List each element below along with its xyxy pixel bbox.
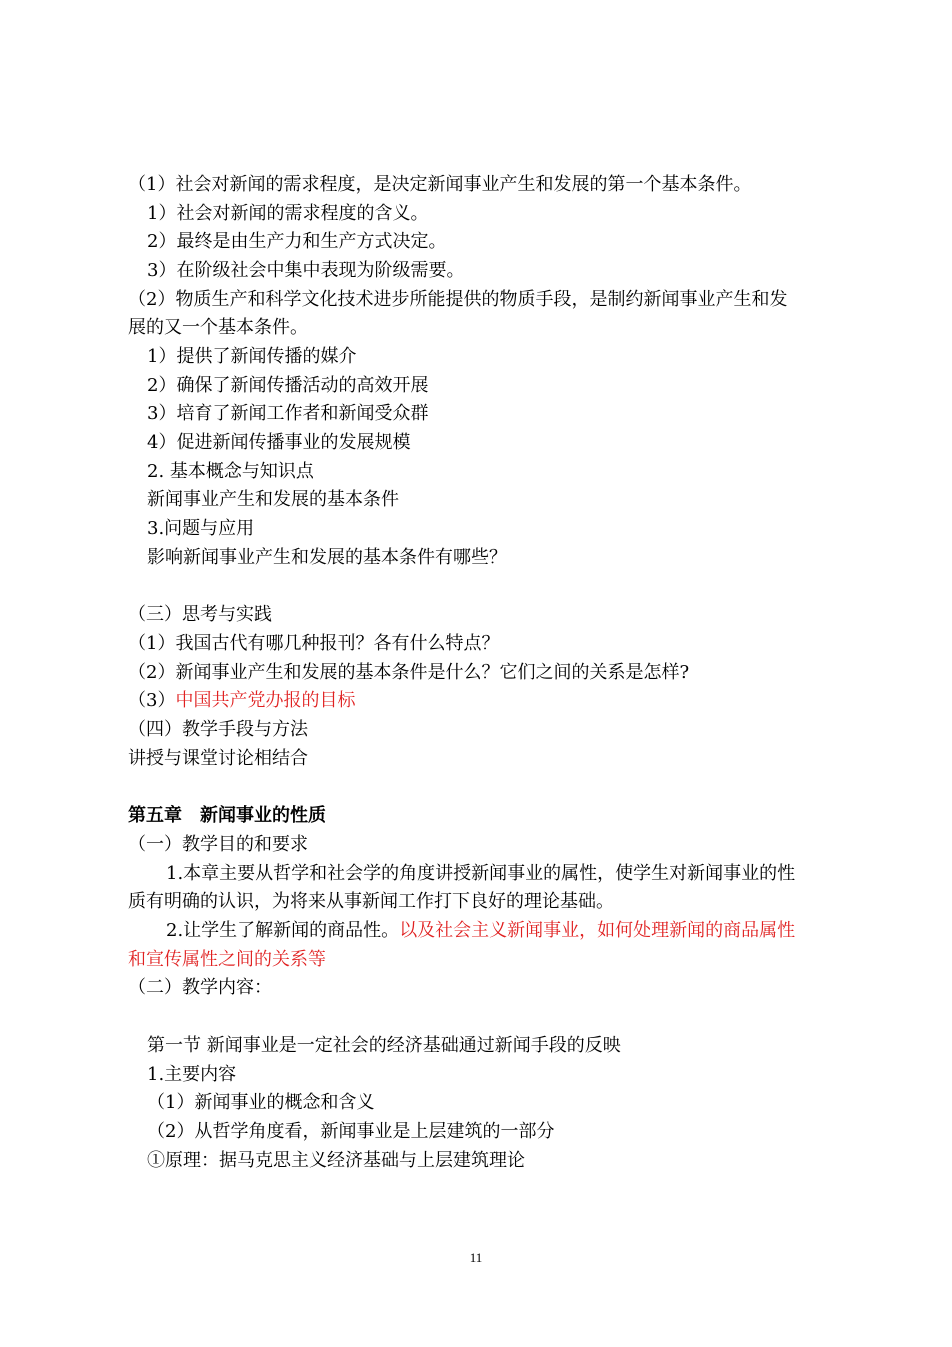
text-line: （1）新闻事业的概念和含义 [147,1092,375,1113]
text-line: 2. 基本概念与知识点 [147,461,314,482]
section-heading: （一）教学目的和要求 [128,834,308,855]
section-heading: （三）思考与实践 [128,604,272,625]
text-line: （2）物质生产和科学文化技术进步所能提供的物质手段，是制约新闻事业产生和发 [128,289,788,310]
highlighted-text: 和宣传属性之间的关系等 [128,949,326,970]
text-line: 4）促进新闻传播事业的发展规模 [147,432,411,453]
text-line: 3）在阶级社会中集中表现为阶级需要。 [147,260,465,281]
text-line: ①原理：据马克思主义经济基础与上层建筑理论 [147,1150,525,1171]
text-line: 1.本章主要从哲学和社会学的角度讲授新闻事业的属性，使学生对新闻事业的性 [166,863,796,884]
section-heading: （二）教学内容： [128,977,272,998]
text-line [128,687,355,715]
text-line: 2）确保了新闻传播活动的高效开展 [147,375,429,396]
text-line: 展的又一个基本条件。 [128,317,308,338]
highlighted-text: 中国共产党办报的目标 [175,690,356,711]
text-line: （1）我国古代有哪几种报刊？各有什么特点？ [128,633,500,654]
text-line: 1）提供了新闻传播的媒介 [147,346,357,367]
plain-text: 2.让学生了解新闻的商品性。 [166,920,400,941]
text-line: 新闻事业产生和发展的基本条件 [147,489,399,510]
text-line: （2）从哲学角度看，新闻事业是上层建筑的一部分 [147,1121,555,1142]
highlighted-text: 以及社会主义新闻事业，如何处理新闻的商品属性 [399,920,796,941]
text-line: 讲授与课堂讨论相结合 [128,748,308,769]
text-line: 1.主要内容 [147,1064,237,1085]
text-line: 3.问题与应用 [147,518,255,539]
text-line [166,917,795,945]
text-line: 3）培育了新闻工作者和新闻受众群 [147,403,429,424]
section-heading: （四）教学手段与方法 [128,719,308,740]
item-prefix: （3） [128,690,176,711]
text-line: 影响新闻事业产生和发展的基本条件有哪些？ [147,547,507,568]
text-line: 质有明确的认识，为将来从事新闻工作打下良好的理论基础。 [128,891,614,912]
text-line: 2）最终是由生产力和生产方式决定。 [147,231,447,252]
text-line: 1）社会对新闻的需求程度的含义。 [147,203,429,224]
page-number: 11 [469,1250,483,1265]
text-line: （2）新闻事业产生和发展的基本条件是什么？它们之间的关系是怎样? [128,662,690,683]
text-line: （1）社会对新闻的需求程度，是决定新闻事业产生和发展的第一个基本条件。 [128,174,752,195]
chapter-title: 第五章 新闻事业的性质 [128,805,326,826]
subsection-title: 第一节 新闻事业是一定社会的经济基础通过新闻手段的反映 [147,1035,621,1056]
